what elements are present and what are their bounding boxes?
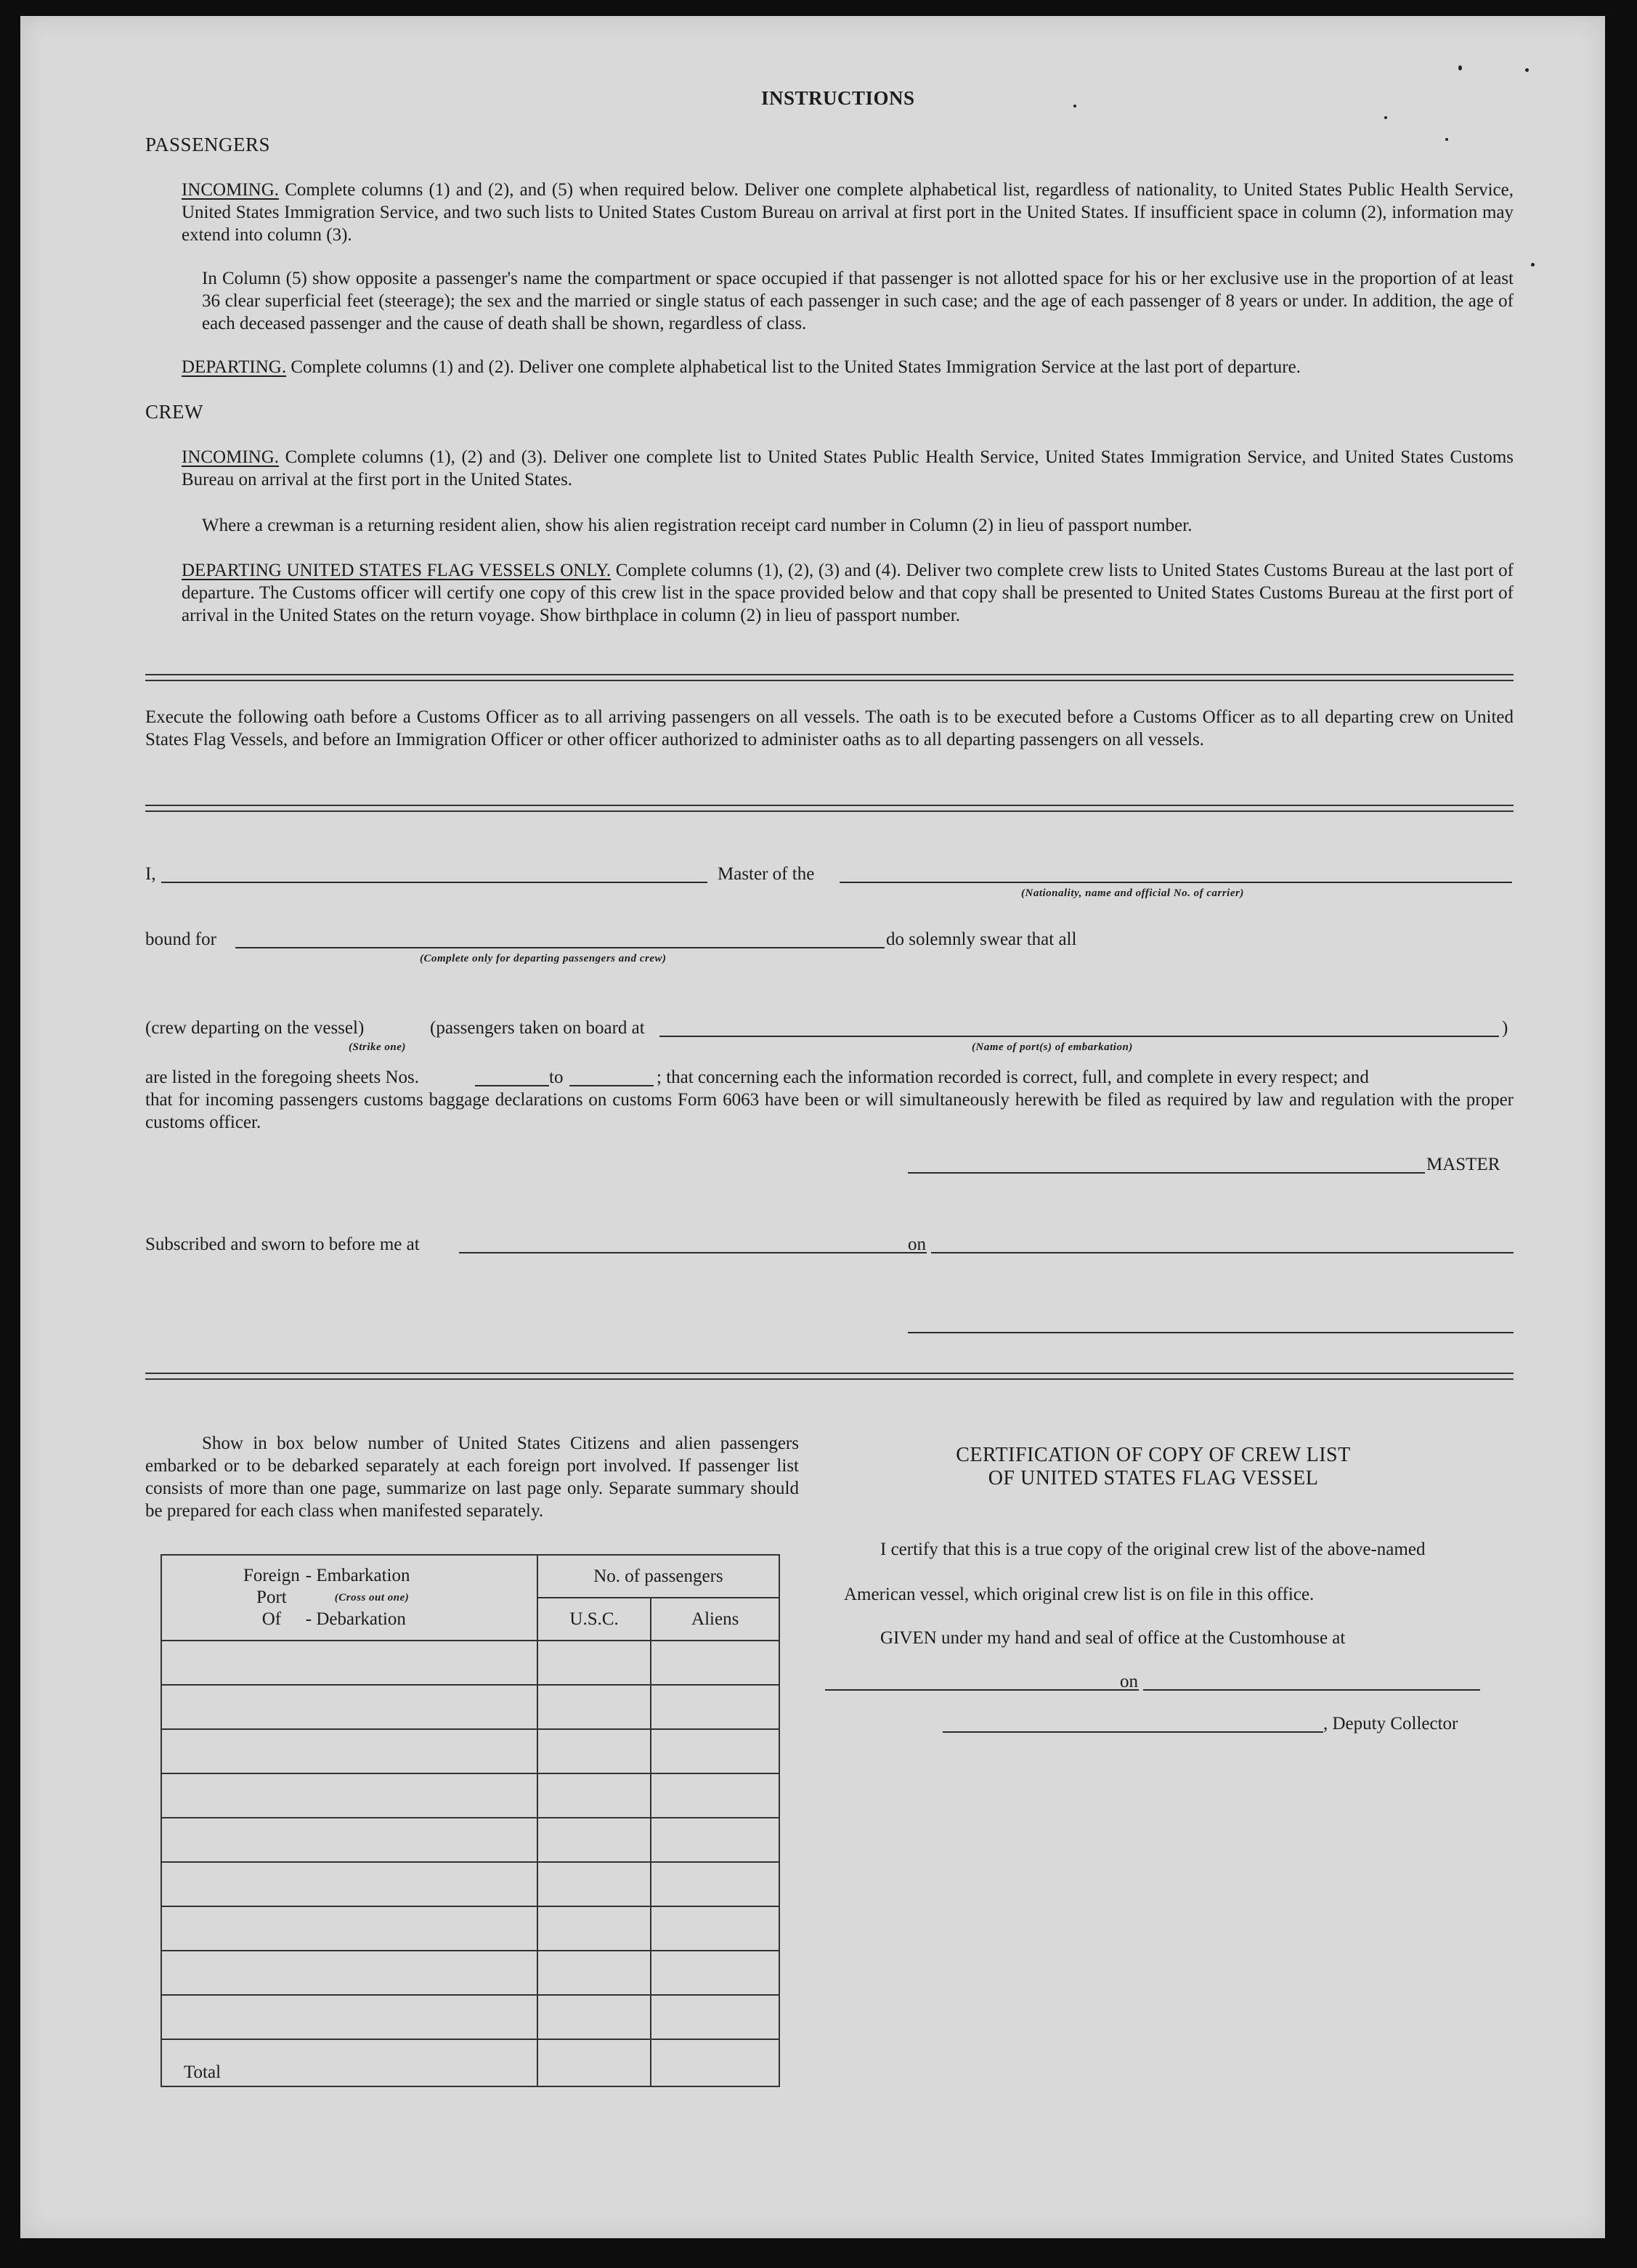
aliens-header: Aliens xyxy=(651,1598,779,1641)
passengers-column5-paragraph: In Column (5) show opposite a passenger's name the compartment or space occupied if that passenger is not allotted space for his or her exclusive use in the proportion of at least 36 clear superficial feet (steerage); the sex and the married or single status of each passenger in such case; and the age of each passenger of 8 years or under. In addition, the age of each deceased passenger and the cause of death shall be shown, regardless of class. xyxy=(202,269,1514,333)
passengers-incoming-text: Complete columns (1) and (2), and (5) when required below. Deliver one complete alphabetical list, regardless of nationality, to United States Public Health Service, United States Immigration Service, and two such lists to United States Custom Bureau on arrival at first port in the United States. If insufficient space in column (2), information may extend into column (3). xyxy=(182,180,1514,245)
oath-i-label: I, xyxy=(145,864,156,884)
section-divider xyxy=(145,1373,1514,1380)
usc-cell[interactable] xyxy=(537,1685,651,1729)
sheet-from-field[interactable] xyxy=(475,1085,549,1086)
table-row xyxy=(161,1685,779,1729)
master-of-the-label: Master of the xyxy=(718,864,815,884)
foreign-label: Foreign xyxy=(243,1566,300,1585)
passengers-heading: PASSENGERS xyxy=(145,134,271,155)
debarkation-option[interactable]: - Debarkation xyxy=(305,1609,406,1629)
port-cell[interactable] xyxy=(161,1995,537,2039)
section-divider xyxy=(145,805,1514,812)
scan-speck xyxy=(1458,65,1462,70)
crew-departing-label: DEPARTING UNITED STATES FLAG VESSELS ONLY. xyxy=(182,561,612,580)
usc-header: U.S.C. xyxy=(537,1598,651,1641)
port-cell[interactable] xyxy=(161,1862,537,1906)
usc-cell[interactable] xyxy=(537,1729,651,1773)
usc-cell[interactable] xyxy=(537,1818,651,1862)
bound-for-field[interactable] xyxy=(235,947,885,948)
aliens-cell[interactable] xyxy=(651,1906,779,1951)
scan-speck xyxy=(1384,116,1387,119)
cross-out-caption: (Cross out one) xyxy=(334,1592,410,1604)
scan-speck xyxy=(1525,68,1529,72)
scan-speck xyxy=(1073,105,1076,107)
port-cell[interactable] xyxy=(161,1773,537,1818)
crew-departing-paragraph xyxy=(182,559,1514,627)
cert-date-field[interactable] xyxy=(1143,1689,1480,1691)
aliens-cell[interactable] xyxy=(651,1641,779,1685)
port-cell[interactable] xyxy=(161,1641,537,1685)
page-title: INSTRUCTIONS xyxy=(761,87,915,109)
passengers-incoming-label: INCOMING. xyxy=(182,180,280,200)
summary-header-row xyxy=(161,1555,779,1598)
certification-title xyxy=(856,1444,1451,1490)
swear-text: do solemnly swear that all xyxy=(886,930,1077,949)
passengers-incoming-paragraph xyxy=(182,179,1514,246)
usc-cell[interactable] xyxy=(537,1995,651,2039)
given-line xyxy=(880,1627,1345,1649)
form-sheet xyxy=(20,16,1605,2238)
crew-incoming-label: INCOMING. xyxy=(182,447,280,467)
usc-cell[interactable] xyxy=(537,1862,651,1906)
table-row xyxy=(161,1818,779,1862)
aliens-cell[interactable] xyxy=(651,1862,779,1906)
passengers-departing-paragraph xyxy=(182,356,1514,378)
given-text: under my hand and seal of office at the Customhouse at xyxy=(941,1628,1346,1648)
port-cell[interactable] xyxy=(161,1685,537,1729)
sworn-date-field[interactable] xyxy=(931,1252,1514,1253)
master-label: MASTER xyxy=(1426,1155,1500,1174)
port-cell[interactable] xyxy=(161,1729,537,1773)
crew-heading: CREW xyxy=(145,401,203,423)
aliens-cell[interactable] xyxy=(651,1995,779,2039)
given-label: GIVEN xyxy=(880,1628,937,1648)
master-name-field[interactable] xyxy=(161,882,707,883)
port-label: Port xyxy=(256,1588,287,1607)
listed-pre-text: are listed in the foregoing sheets Nos. xyxy=(145,1068,419,1087)
deputy-collector-label: , Deputy Collector xyxy=(1323,1714,1458,1733)
table-row xyxy=(161,1729,779,1773)
crew-departing-text: Complete columns (1), (2), (3) and (4). Deliver two complete crew lists to United States Customs Bureau at the last port of departure. The Customs officer will certify one copy of this crew list in the space provided below and that copy shall be presented to United States Customs Bureau at the first port of arrival in the United States on the return voyage. Show birthplace in column (2) in lieu of passport number. xyxy=(182,561,1514,625)
total-usc-cell[interactable] xyxy=(537,2039,651,2086)
certification-title-line2: OF UNITED STATES FLAG VESSEL xyxy=(988,1467,1319,1489)
on-label: on xyxy=(908,1235,926,1254)
scan-speck xyxy=(1445,138,1448,141)
subscribed-label: Subscribed and sworn to before me at xyxy=(145,1235,420,1254)
table-row xyxy=(161,1995,779,2039)
table-row xyxy=(161,1641,779,1685)
of-label: Of xyxy=(261,1609,282,1629)
sheet-to-field[interactable] xyxy=(569,1085,654,1086)
deputy-signature-field[interactable] xyxy=(943,1731,1323,1733)
table-row xyxy=(161,1951,779,1995)
no-of-passengers-header: No. of passengers xyxy=(537,1555,779,1598)
crew-incoming-paragraph xyxy=(182,446,1514,491)
crew-alien-paragraph: Where a crewman is a returning resident alien, show his alien registration receipt card number in Column (2) in lieu of passport number. xyxy=(202,516,1193,535)
port-cell[interactable] xyxy=(161,1906,537,1951)
table-row xyxy=(161,1773,779,1818)
aliens-cell[interactable] xyxy=(651,1951,779,1995)
passengers-taken-option[interactable]: (passengers taken on board at xyxy=(430,1018,645,1038)
bound-for-label: bound for xyxy=(145,930,216,949)
master-signature-field[interactable] xyxy=(908,1172,1425,1174)
oath-intro: Execute the following oath before a Customs Officer as to all arriving passengers on all vessels. The oath is to be executed before a Customs Officer as to all departing crew on United States Flag Vessels, and before an Immigration Officer or other officer authorized to administer oaths as to all departing passengers on all vessels. xyxy=(145,707,1514,749)
strike-one-caption: (Strike one) xyxy=(349,1041,406,1053)
table-row xyxy=(161,1906,779,1951)
certification-line1: I certify that this is a true copy of the original crew list of the above-named xyxy=(880,1540,1426,1559)
certification-line2: American vessel, which original crew list is on file in this office. xyxy=(844,1585,1315,1604)
passengers-departing-label: DEPARTING. xyxy=(182,357,287,377)
aliens-cell[interactable] xyxy=(651,1773,779,1818)
aliens-cell[interactable] xyxy=(651,1685,779,1729)
usc-cell[interactable] xyxy=(537,1773,651,1818)
port-cell[interactable] xyxy=(161,1951,537,1995)
aliens-cell[interactable] xyxy=(651,1818,779,1862)
usc-cell[interactable] xyxy=(537,1641,651,1685)
table-row xyxy=(161,1862,779,1906)
crew-departing-option[interactable]: (crew departing on the vessel) xyxy=(145,1018,365,1038)
total-aliens-cell[interactable] xyxy=(651,2039,779,2086)
passengers-departing-text: Complete columns (1) and (2). Deliver one complete alphabetical list to the United States Immigration Service at the last port of departure. xyxy=(291,357,1301,377)
carrier-caption: (Nationality, name and official No. of carrier) xyxy=(1021,887,1244,899)
total-row xyxy=(161,2039,779,2086)
cert-on-label: on xyxy=(1120,1672,1138,1691)
summary-instructions: Show in box below number of United States Citizens and alien passengers embarked or to be debarked separately at each foreign port involved. If passenger list consists of more than one page, summarize on last page only. Separate summary should be prepared for each class when manifested separately. xyxy=(145,1434,799,1521)
ports-caption: (Name of port(s) of embarkation) xyxy=(972,1041,1133,1053)
aliens-cell[interactable] xyxy=(651,1729,779,1773)
embarkation-port-field[interactable] xyxy=(659,1036,1499,1037)
listed-post-text: ; that concerning each the information recorded is correct, full, and complete in every respect; and xyxy=(657,1068,1369,1087)
section-divider xyxy=(145,674,1514,681)
port-cell[interactable] xyxy=(161,1818,537,1862)
close-paren: ) xyxy=(1502,1018,1508,1038)
bound-for-caption: (Complete only for departing passengers and crew) xyxy=(420,953,667,964)
total-label: Total xyxy=(161,2039,537,2086)
listed-rest-text: that for incoming passengers customs baggage declarations on customs Form 6063 have been or will simultaneously herewith be filed as required by law and regulation with the proper customs officer. xyxy=(145,1090,1514,1132)
sworn-place-field[interactable] xyxy=(459,1252,927,1253)
foreign-port-header xyxy=(161,1555,537,1641)
passenger-summary-table xyxy=(161,1554,780,2087)
customhouse-field[interactable] xyxy=(825,1689,1139,1691)
usc-cell[interactable] xyxy=(537,1906,651,1951)
crew-incoming-text: Complete columns (1), (2) and (3). Deliver one complete list to United States Public Health Service, United States Immigration Service, and United States Customs Bureau on arrival at the first port in the United States. xyxy=(182,447,1514,489)
carrier-field[interactable] xyxy=(840,882,1512,883)
officer-signature-field[interactable] xyxy=(908,1332,1514,1333)
usc-cell[interactable] xyxy=(537,1951,651,1995)
certification-title-line1: CERTIFICATION OF COPY OF CREW LIST xyxy=(956,1444,1351,1466)
scan-speck xyxy=(1531,263,1535,267)
to-label: to xyxy=(549,1068,564,1087)
embarkation-option[interactable]: - Embarkation xyxy=(305,1566,410,1585)
